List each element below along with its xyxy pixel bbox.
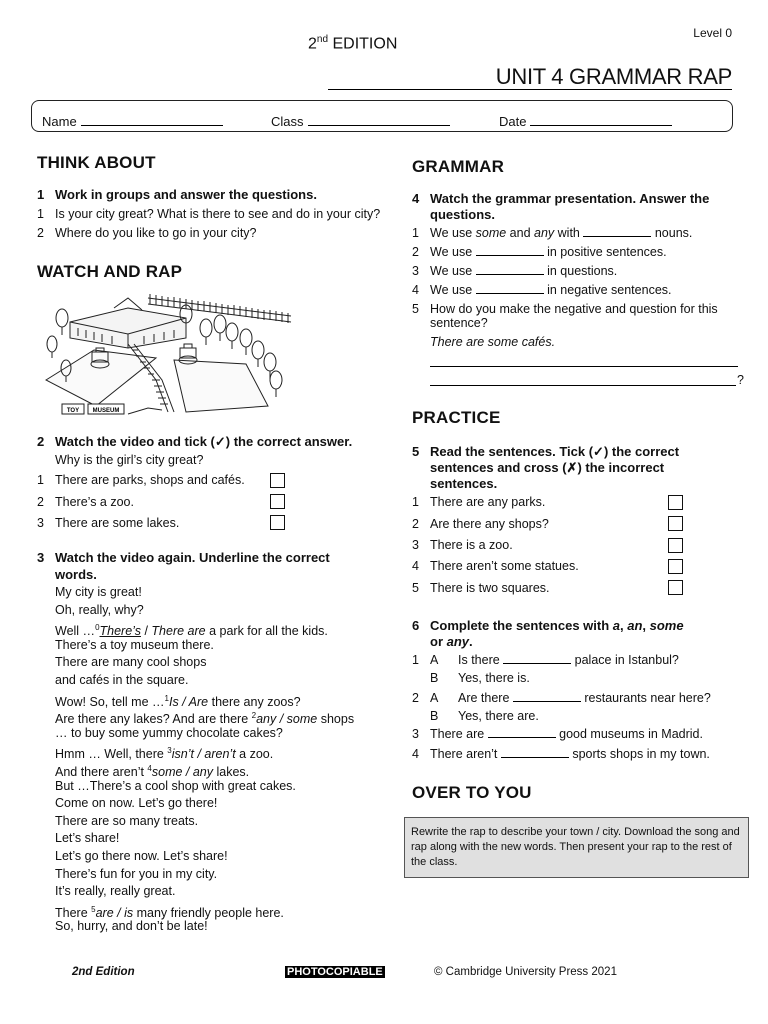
text: We use [430, 283, 476, 297]
page-title: UNIT 4 GRAMMAR RAP [495, 64, 732, 89]
text: There aren’t [430, 747, 501, 761]
text: We use [430, 226, 476, 240]
text: an [627, 618, 643, 633]
rap-line: … to buy some yummy chocolate cakes? [55, 725, 283, 740]
class-label: Class [271, 114, 304, 129]
exercise-5-line-3: sentences. [430, 476, 498, 491]
date-line[interactable] [530, 113, 672, 126]
exercise-6-number: 6 [412, 618, 420, 633]
gap-number: 2 [251, 711, 257, 721]
name-field[interactable] [42, 113, 223, 129]
exercise-4-line-2: questions. [430, 207, 496, 222]
text: Wow! So, tell me … [55, 694, 165, 709]
text: in negative sentences. [543, 283, 672, 297]
text: with [554, 226, 584, 240]
item-number: 1 [37, 473, 44, 487]
answer-blank[interactable] [503, 653, 571, 664]
gap-number: 5 [91, 904, 96, 914]
text: or [430, 634, 447, 649]
text: There [55, 905, 92, 920]
text: Are there any lakes? And are there [55, 712, 252, 727]
item-text: There’s a zoo. [55, 495, 134, 509]
footer-edition: 2nd Edition [72, 966, 135, 978]
sign-museum: MUSEUM [92, 408, 120, 414]
text: a zoo. [235, 747, 274, 762]
question-mark: ? [737, 373, 744, 387]
item-number: 4 [412, 747, 419, 761]
over-to-you-heading: OVER TO YOU [412, 783, 532, 802]
item-number: 2 [412, 517, 419, 531]
text: . [469, 634, 473, 649]
rap-line [55, 619, 354, 637]
exercise-4-item-cont: sentence? [430, 316, 488, 330]
rap-line [55, 760, 354, 778]
tick-box[interactable] [668, 516, 683, 531]
exercise-3-line-1: Watch the video again. Underline the correct [55, 550, 330, 565]
gap-number: 3 [167, 746, 172, 756]
item-text: Is your city great? What is there to see and do in your city? [55, 207, 381, 221]
item-number: 3 [412, 264, 419, 278]
name-label: Name [42, 114, 77, 129]
item-text: There is two squares. [430, 581, 550, 595]
text: in positive sentences. [543, 245, 667, 259]
exercise-2-number: 2 [37, 434, 45, 449]
grammar-heading: GRAMMAR [412, 157, 505, 176]
rap-line: There are so many treats. [55, 813, 199, 828]
example-answer[interactable]: There’s [99, 624, 141, 639]
item-number: 2 [412, 691, 419, 705]
speaker-label: B [430, 709, 439, 723]
item-number: 4 [412, 559, 419, 573]
answer-blank[interactable] [476, 264, 544, 275]
speaker-label: B [430, 671, 439, 685]
text: lakes. [213, 765, 250, 780]
rap-lyrics [55, 584, 354, 936]
rap-line: Let’s go there now. Let’s share! [55, 848, 228, 863]
class-field[interactable] [271, 113, 450, 129]
tick-box[interactable] [668, 538, 683, 553]
gap-number: 0 [95, 623, 100, 633]
text: / [140, 624, 152, 639]
text: Hmm … Well, there [55, 747, 168, 762]
exercise-3-line-2: words. [55, 567, 97, 582]
item-number: 3 [37, 516, 44, 530]
think-about-heading: THINK ABOUT [37, 153, 156, 172]
exercise-4-line-1: Watch the grammar presentation. Answer the [430, 191, 710, 206]
exercise-4-number: 4 [412, 191, 420, 206]
tick-box[interactable] [270, 494, 285, 509]
gap-number: 4 [147, 763, 152, 773]
answer-blank[interactable] [476, 283, 544, 294]
answer-line[interactable] [430, 366, 738, 367]
item-number: 3 [412, 727, 419, 741]
rap-line: There are many cool shops [55, 655, 207, 670]
option[interactable]: Is / Are [168, 694, 209, 709]
option[interactable]: some / any [151, 765, 214, 780]
rap-line: There’s fun for you in my city. [55, 866, 218, 881]
tick-box[interactable] [668, 495, 683, 510]
text: We use [430, 264, 476, 278]
answer-blank[interactable] [488, 727, 556, 738]
item-number: 5 [412, 302, 419, 316]
text: shops [317, 712, 355, 727]
rap-line [55, 707, 354, 725]
rap-line [55, 690, 354, 708]
item-number: 4 [412, 283, 419, 297]
edition-number: 2 [308, 35, 317, 53]
example-sentence: There are some cafés. [430, 335, 556, 349]
text: There are [430, 727, 488, 741]
text: How do you make the negative and question for this [430, 302, 718, 316]
item-number: 3 [412, 538, 419, 552]
option[interactable]: There are [151, 624, 206, 639]
text: sports shops in my town. [568, 747, 710, 761]
text: a [612, 618, 620, 633]
item-number: 5 [412, 581, 419, 595]
text: , [642, 618, 650, 633]
exercise-6-line-2 [430, 633, 473, 650]
text: And there aren’t [55, 765, 148, 780]
rap-line: Let’s share! [55, 831, 120, 846]
exercise-5-number: 5 [412, 444, 420, 459]
speaker-label: A [430, 653, 439, 667]
tick-box[interactable] [668, 580, 683, 595]
photocopiable-badge: PHOTOCOPIABLE [287, 966, 383, 978]
exercise-5-line-1: Read the sentences. Tick (✓) the correct [430, 444, 680, 459]
item-number: 1 [412, 653, 419, 667]
item-text: There is a zoo. [430, 538, 513, 552]
date-field[interactable] [499, 113, 672, 129]
text: Yes, there are. [458, 709, 539, 723]
rap-line: and cafés in the square. [55, 672, 189, 687]
text: and [506, 226, 535, 240]
item-text: There aren’t some statues. [430, 559, 579, 573]
text: many friendly people here. [133, 905, 284, 920]
item-number: 1 [37, 207, 44, 221]
text: any [446, 634, 470, 649]
date-label: Date [499, 114, 527, 129]
answer-blank[interactable] [513, 691, 581, 702]
rap-line: There’s a toy museum there. [55, 637, 214, 652]
text: there any zoos? [208, 694, 301, 709]
text: a park for all the kids. [205, 624, 328, 639]
text: Well … [55, 624, 96, 639]
option[interactable]: isn’t / aren’t [171, 747, 236, 762]
rap-line [55, 742, 354, 760]
text: , [620, 618, 628, 633]
item-number: 2 [37, 226, 44, 240]
item-text: Where do you like to go in your city? [55, 226, 257, 240]
exercise-1-number: 1 [37, 187, 45, 202]
sign-toy: TOY [66, 408, 80, 414]
text: good museums in Madrid. [555, 727, 703, 741]
city-illustration [36, 288, 294, 428]
text: restaurants near here? [580, 691, 711, 705]
text: palace in Istanbul? [571, 653, 679, 667]
exercise-2-subquestion: Why is the girl’s city great? [55, 453, 204, 467]
exercise-1-text: Work in groups and answer the questions. [55, 187, 317, 202]
item-text: There are parks, shops and cafés. [55, 473, 245, 487]
level-label: Level 0 [693, 26, 732, 40]
rap-line: But …There’s a cool shop with great cakes. [55, 778, 296, 793]
class-line[interactable] [308, 113, 450, 126]
text: Are there [458, 691, 513, 705]
over-to-you-box: Rewrite the rap to describe your town / city. Download the song and rap along with the new words. Then present your rap to the rest of the class. [404, 817, 749, 878]
item-text: Are there any shops? [430, 517, 549, 531]
rap-line: So, hurry, and don’t be late! [55, 919, 208, 934]
rap-line: Oh, really, why? [55, 602, 144, 617]
tick-box[interactable] [668, 559, 683, 574]
gap-number: 1 [164, 693, 169, 703]
exercise-5-line-2: sentences and cross (✗) the incorrect [430, 460, 665, 475]
edition-label [308, 34, 397, 53]
item-number: 2 [37, 495, 44, 509]
text: nouns. [651, 226, 693, 240]
name-line[interactable] [81, 113, 223, 126]
text: Complete the sentences with [430, 618, 613, 633]
item-number: 1 [412, 495, 419, 509]
answer-line[interactable] [430, 385, 736, 386]
item-text: There are some lakes. [55, 516, 180, 530]
item-number: 2 [412, 245, 419, 259]
text: in questions. [543, 264, 618, 278]
rap-line: It’s really, really great. [55, 884, 176, 899]
text: some [475, 226, 507, 240]
option[interactable]: any / some [256, 712, 318, 727]
exercise-6-line-1 [430, 617, 684, 634]
answer-blank[interactable] [476, 245, 544, 256]
speaker-label: A [430, 691, 439, 705]
footer-copyright: © Cambridge University Press 2021 [434, 966, 617, 978]
edition-word: EDITION [332, 35, 398, 53]
text: Is there [458, 653, 504, 667]
watch-and-rap-heading: WATCH AND RAP [37, 262, 183, 281]
text: Yes, there is. [458, 671, 530, 685]
item-number: 1 [412, 226, 419, 240]
tick-box[interactable] [270, 473, 285, 488]
exercise-2-text: Watch the video and tick (✓) the correct answer. [55, 434, 353, 449]
answer-blank[interactable] [501, 747, 569, 758]
option[interactable]: are / is [95, 905, 134, 920]
answer-blank[interactable] [583, 226, 651, 237]
rap-line [55, 901, 354, 919]
text: We use [430, 245, 476, 259]
tick-box[interactable] [270, 515, 285, 530]
rap-line: Come on now. Let’s go there! [55, 796, 218, 811]
text: some [649, 618, 684, 633]
text: any [534, 226, 555, 240]
edition-superscript: nd [316, 34, 329, 45]
practice-heading: PRACTICE [412, 408, 501, 427]
exercise-3-number: 3 [37, 550, 45, 565]
item-text: There are any parks. [430, 495, 546, 509]
rap-line: My city is great! [55, 585, 142, 599]
